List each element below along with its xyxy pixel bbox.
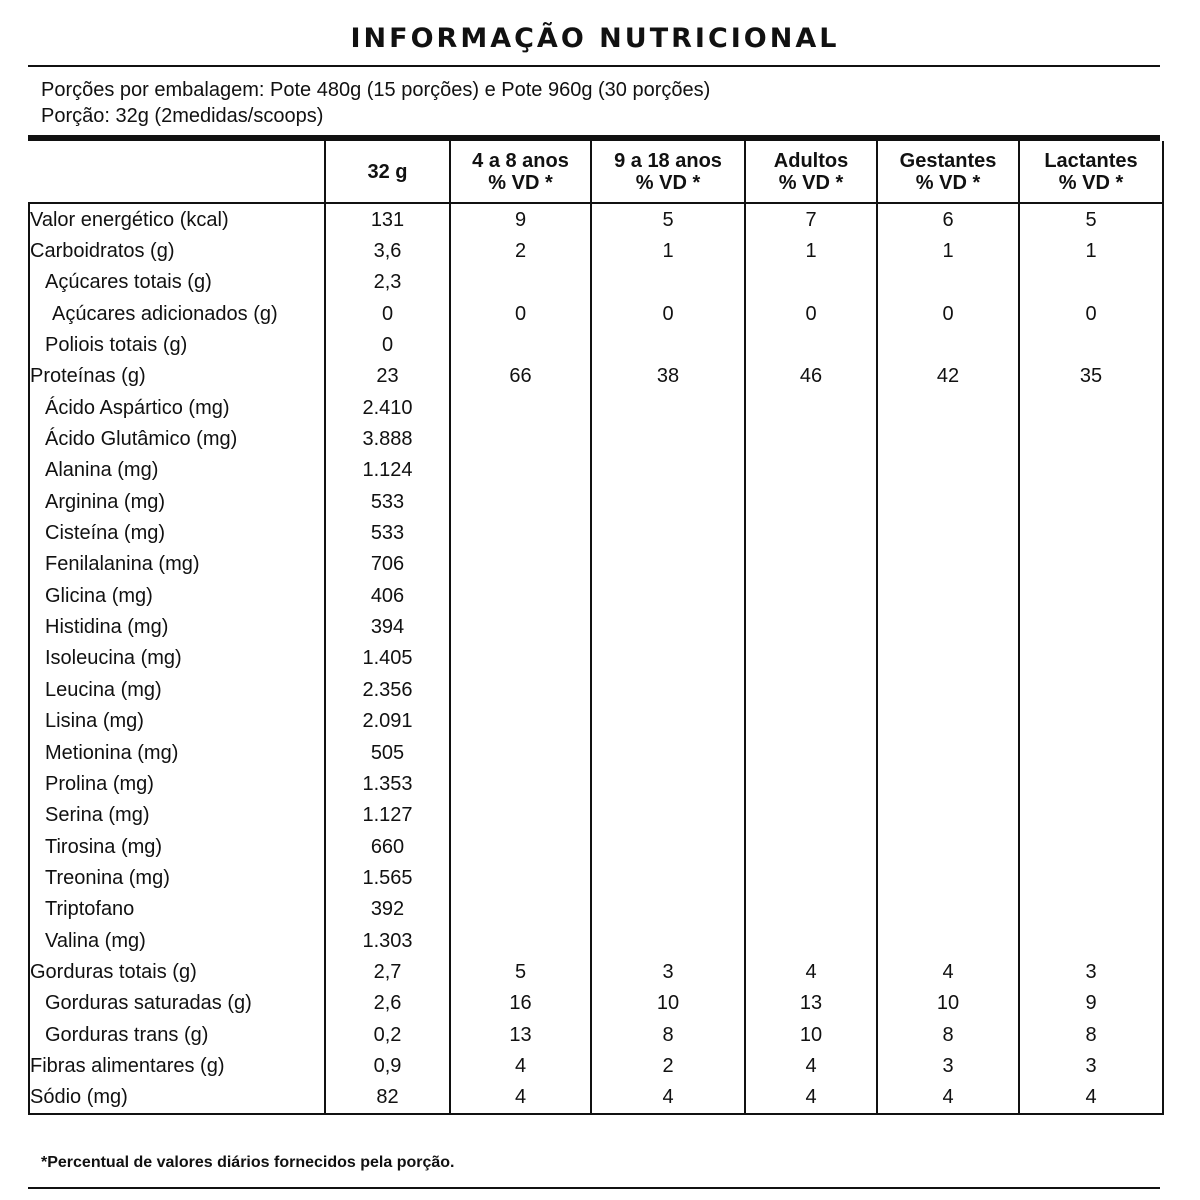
table-body	[29, 203, 1163, 1114]
table-row	[29, 800, 1163, 831]
header-4-8-years: 4 a 8 anos % VD *	[450, 141, 591, 203]
daily-value-cell	[591, 423, 745, 454]
daily-value-cell: 10	[745, 1019, 877, 1050]
daily-value-cell	[745, 862, 877, 893]
page-title: INFORMAÇÃO NUTRICIONAL	[350, 23, 840, 54]
daily-value-cell	[1019, 611, 1163, 642]
daily-value-cell	[450, 768, 591, 799]
nutrient-name: Glicina (mg)	[29, 580, 325, 611]
table-row	[29, 486, 1163, 517]
servings-per-package: Porções por embalagem: Pote 480g (15 porções) e Pote 960g (30 porções)	[41, 79, 711, 101]
daily-value-cell	[450, 862, 591, 893]
nutrient-name: Triptofano	[29, 894, 325, 925]
daily-value-cell: 38	[591, 361, 745, 392]
nutrient-name: Leucina (mg)	[29, 674, 325, 705]
nutrient-name: Isoleucina (mg)	[29, 643, 325, 674]
daily-value-cell	[591, 737, 745, 768]
daily-value-cell	[450, 267, 591, 298]
amount-per-serving: 533	[325, 486, 450, 517]
nutrient-name: Fibras alimentares (g)	[29, 1050, 325, 1081]
daily-value-cell	[745, 800, 877, 831]
daily-value-cell: 3	[877, 1050, 1019, 1081]
daily-value-cell: 3	[1019, 956, 1163, 987]
daily-value-cell	[877, 392, 1019, 423]
table-row	[29, 298, 1163, 329]
daily-value-cell	[1019, 894, 1163, 925]
table-row	[29, 423, 1163, 454]
daily-value-cell	[745, 674, 877, 705]
daily-value-cell: 4	[877, 956, 1019, 987]
amount-per-serving: 1.127	[325, 800, 450, 831]
daily-value-cell	[591, 455, 745, 486]
daily-value-cell	[877, 800, 1019, 831]
header-9-18-years: 9 a 18 anos % VD *	[591, 141, 745, 203]
nutrient-name: Açúcares adicionados (g)	[29, 298, 325, 329]
amount-per-serving: 392	[325, 894, 450, 925]
daily-value-cell: 1	[877, 235, 1019, 266]
amount-per-serving: 2.410	[325, 392, 450, 423]
amount-per-serving: 2.091	[325, 706, 450, 737]
daily-value-cell	[877, 549, 1019, 580]
daily-value-cell	[1019, 549, 1163, 580]
daily-value-cell	[877, 862, 1019, 893]
amount-per-serving: 505	[325, 737, 450, 768]
daily-value-cell	[591, 831, 745, 862]
daily-value-cell	[877, 737, 1019, 768]
table-row	[29, 768, 1163, 799]
daily-value-cell: 8	[877, 1019, 1019, 1050]
daily-value-cell	[591, 706, 745, 737]
daily-value-cell	[745, 486, 877, 517]
nutrient-name: Gorduras totais (g)	[29, 956, 325, 987]
daily-value-cell: 4	[450, 1050, 591, 1081]
daily-value-cell: 2	[591, 1050, 745, 1081]
daily-value-cell: 1	[591, 235, 745, 266]
daily-value-cell	[1019, 423, 1163, 454]
daily-value-cell	[745, 768, 877, 799]
nutrient-name: Arginina (mg)	[29, 486, 325, 517]
daily-value-cell	[591, 800, 745, 831]
header-amount: 32 g	[325, 141, 450, 203]
daily-value-cell	[877, 611, 1019, 642]
table-row	[29, 925, 1163, 956]
daily-value-cell: 3	[1019, 1050, 1163, 1081]
daily-value-cell	[1019, 329, 1163, 360]
daily-value-cell	[591, 611, 745, 642]
table-row	[29, 517, 1163, 548]
table-header-row	[29, 141, 1163, 203]
daily-value-cell: 8	[1019, 1019, 1163, 1050]
amount-per-serving: 2,7	[325, 956, 450, 987]
daily-value-cell	[745, 267, 877, 298]
table-row	[29, 831, 1163, 862]
daily-value-cell	[1019, 862, 1163, 893]
daily-value-cell	[1019, 580, 1163, 611]
daily-value-cell	[877, 423, 1019, 454]
daily-value-cell	[877, 706, 1019, 737]
amount-per-serving: 3.888	[325, 423, 450, 454]
nutrient-name: Metionina (mg)	[29, 737, 325, 768]
daily-value-cell	[1019, 267, 1163, 298]
daily-value-cell	[450, 517, 591, 548]
daily-value-cell	[1019, 831, 1163, 862]
table-row	[29, 235, 1163, 266]
amount-per-serving: 0,2	[325, 1019, 450, 1050]
daily-value-cell: 4	[745, 1050, 877, 1081]
daily-value-cell: 0	[591, 298, 745, 329]
amount-per-serving: 3,6	[325, 235, 450, 266]
daily-value-cell: 0	[450, 298, 591, 329]
daily-value-cell: 10	[591, 988, 745, 1019]
daily-value-cell	[591, 517, 745, 548]
daily-value-cell	[745, 455, 877, 486]
nutrient-name: Tirosina (mg)	[29, 831, 325, 862]
daily-value-cell	[1019, 643, 1163, 674]
header-blank	[29, 141, 325, 203]
daily-value-cell	[450, 549, 591, 580]
daily-value-cell	[591, 768, 745, 799]
amount-per-serving: 533	[325, 517, 450, 548]
daily-value-cell	[745, 643, 877, 674]
daily-value-cell	[450, 800, 591, 831]
daily-value-cell	[877, 643, 1019, 674]
daily-value-cell: 5	[450, 956, 591, 987]
nutrient-name: Proteínas (g)	[29, 361, 325, 392]
daily-value-cell: 13	[450, 1019, 591, 1050]
table-row	[29, 737, 1163, 768]
amount-per-serving: 706	[325, 549, 450, 580]
table-row	[29, 329, 1163, 360]
daily-value-cell: 4	[745, 956, 877, 987]
top-divider	[28, 65, 1160, 67]
daily-value-cell	[745, 831, 877, 862]
daily-value-cell	[591, 267, 745, 298]
daily-value-cell	[450, 894, 591, 925]
daily-value-cell	[450, 423, 591, 454]
nutrient-name: Gorduras trans (g)	[29, 1019, 325, 1050]
amount-per-serving: 131	[325, 203, 450, 235]
table-row	[29, 1019, 1163, 1050]
daily-value-cell: 8	[591, 1019, 745, 1050]
daily-value-cell	[1019, 392, 1163, 423]
daily-value-cell	[877, 580, 1019, 611]
daily-value-cell	[591, 894, 745, 925]
amount-per-serving: 1.124	[325, 455, 450, 486]
nutrient-name: Ácido Aspártico (mg)	[29, 392, 325, 423]
daily-value-cell: 46	[745, 361, 877, 392]
daily-value-cell	[877, 674, 1019, 705]
nutrient-name: Cisteína (mg)	[29, 517, 325, 548]
daily-value-cell	[450, 392, 591, 423]
daily-value-cell	[745, 549, 877, 580]
daily-value-cell	[591, 549, 745, 580]
daily-value-cell: 35	[1019, 361, 1163, 392]
daily-value-cell	[591, 329, 745, 360]
nutrient-name: Valina (mg)	[29, 925, 325, 956]
daily-value-cell: 9	[450, 203, 591, 235]
daily-value-cell: 4	[591, 1082, 745, 1114]
nutrient-name: Açúcares totais (g)	[29, 267, 325, 298]
daily-value-cell	[450, 706, 591, 737]
daily-value-cell	[591, 643, 745, 674]
daily-value-cell	[877, 455, 1019, 486]
nutrient-name: Histidina (mg)	[29, 611, 325, 642]
daily-value-cell	[591, 580, 745, 611]
serving-info	[41, 77, 710, 129]
daily-value-cell	[450, 455, 591, 486]
daily-value-cell	[1019, 737, 1163, 768]
amount-per-serving: 2,6	[325, 988, 450, 1019]
table-row	[29, 267, 1163, 298]
amount-per-serving: 2,3	[325, 267, 450, 298]
daily-value-cell: 13	[745, 988, 877, 1019]
daily-value-cell	[591, 486, 745, 517]
daily-value-cell	[1019, 517, 1163, 548]
amount-per-serving: 0,9	[325, 1050, 450, 1081]
table-row	[29, 611, 1163, 642]
amount-per-serving: 0	[325, 298, 450, 329]
daily-value-cell	[877, 329, 1019, 360]
nutrient-name: Ácido Glutâmico (mg)	[29, 423, 325, 454]
daily-value-cell	[450, 580, 591, 611]
daily-value-cell	[877, 831, 1019, 862]
table-row	[29, 706, 1163, 737]
daily-value-cell	[450, 925, 591, 956]
daily-value-cell: 4	[1019, 1082, 1163, 1114]
table-row	[29, 580, 1163, 611]
table-row	[29, 392, 1163, 423]
daily-value-cell: 1	[745, 235, 877, 266]
nutrient-name: Serina (mg)	[29, 800, 325, 831]
nutrient-name: Valor energético (kcal)	[29, 203, 325, 235]
daily-value-cell	[1019, 925, 1163, 956]
daily-value-cell: 2	[450, 235, 591, 266]
daily-value-cell: 10	[877, 988, 1019, 1019]
daily-value-cell	[745, 329, 877, 360]
daily-value-cell	[1019, 768, 1163, 799]
daily-value-cell: 1	[1019, 235, 1163, 266]
amount-per-serving: 406	[325, 580, 450, 611]
daily-value-cell	[745, 517, 877, 548]
daily-value-cell: 0	[1019, 298, 1163, 329]
nutrient-name: Poliois totais (g)	[29, 329, 325, 360]
table-row	[29, 549, 1163, 580]
table-row	[29, 1050, 1163, 1081]
daily-value-cell	[877, 486, 1019, 517]
daily-value-cell: 6	[877, 203, 1019, 235]
daily-value-cell	[745, 706, 877, 737]
nutrient-name: Treonina (mg)	[29, 862, 325, 893]
daily-value-cell: 5	[591, 203, 745, 235]
daily-value-cell	[1019, 800, 1163, 831]
serving-size: Porção: 32g (2medidas/scoops)	[41, 105, 324, 127]
nutrient-name: Gorduras saturadas (g)	[29, 988, 325, 1019]
table-row	[29, 862, 1163, 893]
amount-per-serving: 660	[325, 831, 450, 862]
daily-value-cell: 0	[877, 298, 1019, 329]
daily-value-cell	[450, 831, 591, 862]
daily-value-cell	[745, 611, 877, 642]
daily-value-cell	[877, 925, 1019, 956]
daily-value-cell: 7	[745, 203, 877, 235]
table-row	[29, 1082, 1163, 1114]
daily-value-cell	[591, 392, 745, 423]
daily-value-cell	[591, 862, 745, 893]
daily-value-cell: 42	[877, 361, 1019, 392]
daily-value-cell: 9	[1019, 988, 1163, 1019]
nutrient-name: Sódio (mg)	[29, 1082, 325, 1114]
nutrient-name: Lisina (mg)	[29, 706, 325, 737]
footnote: *Percentual de valores diários fornecidos pela porção.	[41, 1154, 455, 1171]
daily-value-cell	[450, 611, 591, 642]
daily-value-cell	[450, 674, 591, 705]
daily-value-cell: 0	[745, 298, 877, 329]
amount-per-serving: 1.303	[325, 925, 450, 956]
amount-per-serving: 394	[325, 611, 450, 642]
daily-value-cell	[1019, 486, 1163, 517]
daily-value-cell: 16	[450, 988, 591, 1019]
table-row	[29, 988, 1163, 1019]
daily-value-cell: 4	[877, 1082, 1019, 1114]
daily-value-cell: 3	[591, 956, 745, 987]
table-row	[29, 361, 1163, 392]
amount-per-serving: 82	[325, 1082, 450, 1114]
amount-per-serving: 1.405	[325, 643, 450, 674]
nutrient-name: Fenilalanina (mg)	[29, 549, 325, 580]
daily-value-cell	[745, 423, 877, 454]
nutrient-name: Alanina (mg)	[29, 455, 325, 486]
daily-value-cell	[1019, 674, 1163, 705]
daily-value-cell	[745, 392, 877, 423]
nutrition-table	[28, 141, 1164, 1115]
header-pregnant: Gestantes % VD *	[877, 141, 1019, 203]
daily-value-cell: 66	[450, 361, 591, 392]
daily-value-cell: 4	[450, 1082, 591, 1114]
daily-value-cell	[877, 768, 1019, 799]
daily-value-cell	[745, 894, 877, 925]
daily-value-cell	[877, 894, 1019, 925]
table-row	[29, 455, 1163, 486]
header-lactating: Lactantes % VD *	[1019, 141, 1163, 203]
table-row	[29, 674, 1163, 705]
daily-value-cell	[745, 580, 877, 611]
daily-value-cell: 4	[745, 1082, 877, 1114]
amount-per-serving: 0	[325, 329, 450, 360]
daily-value-cell	[450, 486, 591, 517]
bottom-divider	[28, 1187, 1160, 1189]
nutrient-name: Carboidratos (g)	[29, 235, 325, 266]
table-row	[29, 203, 1163, 235]
header-adults: Adultos % VD *	[745, 141, 877, 203]
amount-per-serving: 2.356	[325, 674, 450, 705]
amount-per-serving: 23	[325, 361, 450, 392]
daily-value-cell	[450, 737, 591, 768]
table-row	[29, 643, 1163, 674]
daily-value-cell	[877, 267, 1019, 298]
daily-value-cell: 5	[1019, 203, 1163, 235]
daily-value-cell	[591, 674, 745, 705]
daily-value-cell	[591, 925, 745, 956]
amount-per-serving: 1.565	[325, 862, 450, 893]
daily-value-cell	[745, 737, 877, 768]
daily-value-cell	[1019, 455, 1163, 486]
amount-per-serving: 1.353	[325, 768, 450, 799]
daily-value-cell	[877, 517, 1019, 548]
daily-value-cell	[745, 925, 877, 956]
table-row	[29, 956, 1163, 987]
daily-value-cell	[450, 643, 591, 674]
daily-value-cell	[450, 329, 591, 360]
daily-value-cell	[1019, 706, 1163, 737]
nutrient-name: Prolina (mg)	[29, 768, 325, 799]
table-row	[29, 894, 1163, 925]
